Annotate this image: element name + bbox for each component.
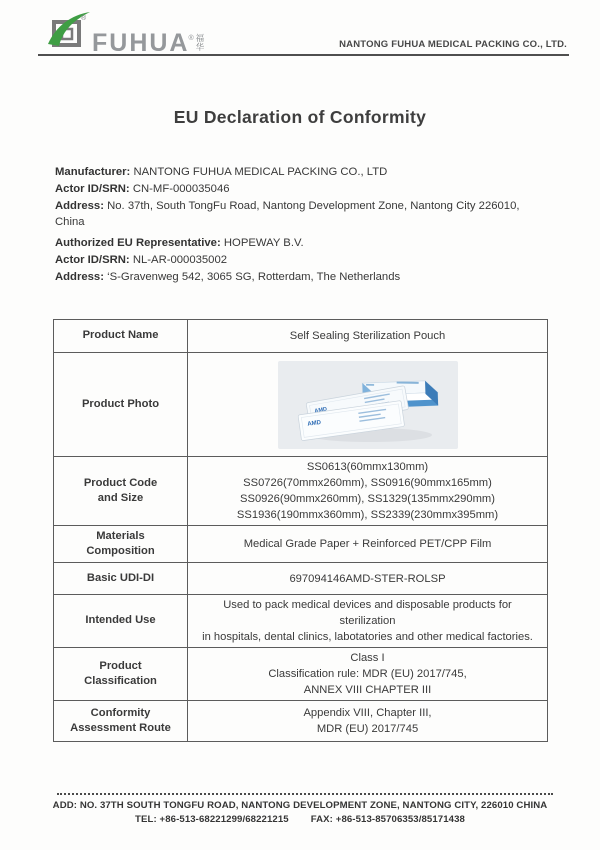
- representative-actor-line: [55, 252, 547, 269]
- representative-line: [55, 235, 547, 252]
- row-value-line: ANNEX VIII CHAPTER III: [303, 684, 432, 696]
- actor-id-label: Actor ID/SRN:: [55, 253, 130, 266]
- row-value: [188, 648, 548, 701]
- representative-address-line: [55, 269, 547, 286]
- table-row-product-code: [54, 457, 548, 526]
- row-label-line: Materials: [96, 529, 145, 542]
- row-value: [188, 595, 548, 648]
- row-label: Basic UDI-DI: [54, 563, 188, 595]
- fuhua-logo: [44, 16, 205, 56]
- manufacturer-line: [55, 164, 547, 181]
- actor-id-value: NL-AR-000035002: [132, 253, 228, 266]
- company-name: NANTONG FUHUA MEDICAL PACKING CO., LTD.: [339, 39, 567, 50]
- representative-label: Authorized EU Representative:: [55, 237, 221, 249]
- row-value-line: Appendix VIII, Chapter III,: [303, 707, 432, 719]
- manufacturer-actor-line: [55, 181, 547, 198]
- row-value: Medical Grade Paper + Reinforced PET/CPP Film: [188, 526, 548, 563]
- footer-fax: FAX: +86-513-85706353/85171438: [310, 814, 465, 825]
- row-label-line: Classification: [84, 675, 157, 687]
- row-label: [54, 701, 188, 742]
- row-value-line: in hospitals, dental clinics, labotatories and other medical factories.: [202, 631, 533, 643]
- row-label-line: Assessment Route: [70, 722, 171, 734]
- fuhua-logo-mark-icon: [44, 11, 90, 56]
- footer-tel: TEL: +86-513-68221299/68221215: [135, 814, 289, 825]
- table-row-intended-use: [54, 595, 548, 648]
- actor-id-value: CN-MF-000035046: [132, 182, 230, 195]
- table-row-materials: [54, 526, 548, 563]
- manufacturer-address-line: [55, 198, 547, 232]
- brand-chinese-text: 福华: [195, 33, 205, 52]
- row-value: Self Sealing Sterilization Pouch: [188, 320, 548, 353]
- actor-id-label: Actor ID/SRN:: [55, 182, 130, 195]
- representative-name: HOPEWAY B.V.: [223, 237, 304, 249]
- spec-table: [53, 319, 548, 742]
- manufacturer-name: NANTONG FUHUA MEDICAL PACKING CO., LTD: [133, 166, 388, 178]
- row-value-line: SS1936(190mmx360mm), SS2339(230mmx395mm): [236, 509, 499, 521]
- row-value-line: SS0926(90mmx260mm), SS1329(135mmx290mm): [240, 493, 495, 505]
- row-value: [188, 353, 548, 457]
- row-label: [54, 648, 188, 701]
- row-value-line: MDR (EU) 2017/745: [316, 723, 419, 735]
- row-label-line: Conformity: [90, 706, 151, 719]
- row-value-line: Used to pack medical devices and disposable products for sterilization: [223, 599, 512, 627]
- representative-block: [55, 235, 547, 285]
- row-label-line: Product Code: [83, 476, 158, 489]
- row-value: [188, 457, 548, 526]
- footer-contact: [30, 814, 570, 825]
- row-label-line: Product: [99, 659, 142, 672]
- row-label: [54, 457, 188, 526]
- row-label: Product Name: [54, 320, 188, 353]
- row-value-line: SS0613(60mmx130mm): [306, 461, 429, 473]
- row-value: 697094146AMD-STER-ROLSP: [188, 563, 548, 595]
- address-value: No. 37th, South TongFu Road, Nantong Development Zone, Nantong City 226010, China: [55, 199, 520, 229]
- address-value: ‘S-Gravenweg 542, 3065 SG, Rotterdam, The Netherlands: [107, 270, 401, 283]
- header-rule: [38, 54, 569, 56]
- row-label-line: and Size: [97, 492, 144, 504]
- manufacturer-label: Manufacturer:: [55, 166, 131, 178]
- pouch-brand-text: AMD: [306, 419, 321, 428]
- registered-mark: ®: [188, 35, 194, 42]
- brand-text: FUHUA: [92, 29, 190, 57]
- table-row-product-name: [54, 320, 548, 353]
- address-label: Address:: [55, 270, 104, 283]
- manufacturer-block: [55, 164, 547, 231]
- table-row-conformity: [54, 701, 548, 742]
- pouch-brand-text: AMD: [313, 406, 327, 415]
- row-value-line: Class I: [350, 652, 385, 664]
- page-title: EU Declaration of Conformity: [173, 107, 427, 127]
- footer-divider: [57, 793, 553, 795]
- row-label: Product Photo: [54, 353, 188, 457]
- table-row-product-photo: [54, 353, 548, 457]
- row-value-line: Classification rule: MDR (EU) 2017/745,: [268, 668, 467, 680]
- svg-text:®: ®: [81, 15, 87, 22]
- row-value-line: SS0726(70mmx260mm), SS0916(90mmx165mm): [243, 477, 492, 489]
- footer-address: ADD: NO. 37TH SOUTH TONGFU ROAD, NANTONG DEVELOPMENT ZONE, NANTONG CITY, 226010 CHINA: [52, 800, 548, 811]
- row-label-line: Composition: [86, 545, 155, 557]
- address-label: Address:: [55, 199, 104, 212]
- table-row-udi: [54, 563, 548, 595]
- row-label: Intended Use: [54, 595, 188, 648]
- table-row-classification: [54, 648, 548, 701]
- row-value: [188, 701, 548, 742]
- product-photo-image: [194, 361, 541, 449]
- row-label: [54, 526, 188, 563]
